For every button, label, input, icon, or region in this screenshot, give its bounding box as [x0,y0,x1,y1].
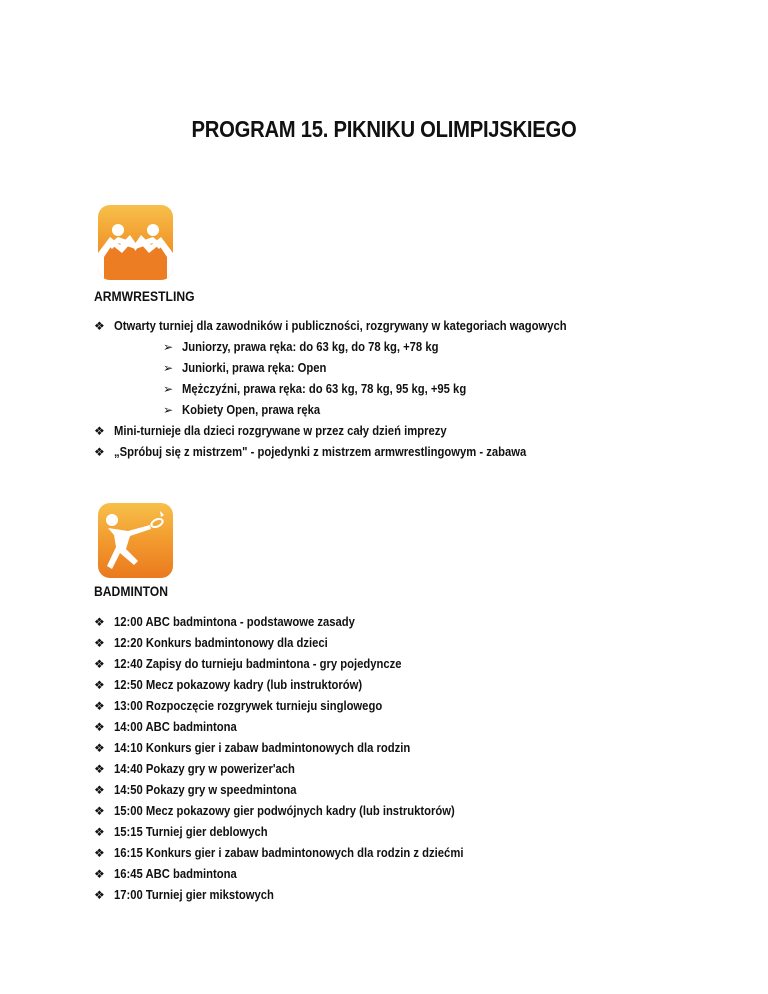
page-title: PROGRAM 15. PIKNIKU OLIMPIJSKIEGO [191,116,577,142]
badminton-icon [98,503,173,578]
list-item: 12:20 Konkurs badmintonowy dla dzieci [114,636,328,650]
list-item: Mini-turnieje dla dzieci rozgrywane w przez cały dzień imprezy [114,424,447,438]
bullet-diamond-icon: ❖ [94,445,105,459]
bullet-diamond-icon: ❖ [94,804,105,818]
list-item: 14:10 Konkurs gier i zabaw badmintonowych dla rodzin [114,741,411,755]
bullet-diamond-icon: ❖ [94,741,105,755]
bullet-diamond-icon: ❖ [94,867,105,881]
bullet-diamond-icon: ❖ [94,319,105,333]
list-item: 15:15 Turniej gier deblowych [114,825,268,839]
bullet-arrow-icon: ➢ [163,403,174,417]
bullet-diamond-icon: ❖ [94,615,105,629]
bullet-diamond-icon: ❖ [94,636,105,650]
bullet-diamond-icon: ❖ [94,424,105,438]
sub-list-item: Juniorki, prawa ręka: Open [182,361,327,375]
list-item: 17:00 Turniej gier mikstowych [114,888,274,902]
bullet-diamond-icon: ❖ [94,720,105,734]
bullet-diamond-icon: ❖ [94,783,105,797]
bullet-diamond-icon: ❖ [94,657,105,671]
sub-list-item: Mężczyźni, prawa ręka: do 63 kg, 78 kg, 95 kg, +95 kg [182,382,467,396]
bullet-diamond-icon: ❖ [94,699,105,713]
bullet-diamond-icon: ❖ [94,846,105,860]
list-item: Otwarty turniej dla zawodników i publiczności, rozgrywany w kategoriach wagowych [114,319,567,333]
bullet-arrow-icon: ➢ [163,361,174,375]
armwrestling-icon [98,205,173,280]
list-item: 16:15 Konkurs gier i zabaw badmintonowych dla rodzin z dziećmi [114,846,464,860]
bullet-arrow-icon: ➢ [163,382,174,396]
section-heading-badminton: BADMINTON [94,584,169,599]
list-item: 15:00 Mecz pokazowy gier podwójnych kadry (lub instruktorów) [114,804,455,818]
list-item: 14:00 ABC badmintona [114,720,237,734]
list-item: 12:40 Zapisy do turnieju badmintona - gry pojedyncze [114,657,402,671]
list-item: 12:50 Mecz pokazowy kadry (lub instruktorów) [114,678,363,692]
list-item: 12:00 ABC badmintona - podstawowe zasady [114,615,355,629]
list-item: „Spróbuj się z mistrzem" - pojedynki z mistrzem armwrestlingowym - zabawa [114,445,527,459]
list-item: 13:00 Rozpoczęcie rozgrywek turnieju singlowego [114,699,383,713]
section-heading-armwrestling: ARMWRESTLING [94,289,195,304]
list-item: 14:40 Pokazy gry w powerizer'ach [114,762,295,776]
bullet-diamond-icon: ❖ [94,678,105,692]
sub-list-item: Kobiety Open, prawa ręka [182,403,321,417]
sub-list-item: Juniorzy, prawa ręka: do 63 kg, do 78 kg, +78 kg [182,340,439,354]
bullet-diamond-icon: ❖ [94,762,105,776]
list-item: 16:45 ABC badmintona [114,867,237,881]
bullet-diamond-icon: ❖ [94,888,105,902]
bullet-arrow-icon: ➢ [163,340,174,354]
list-item: 14:50 Pokazy gry w speedmintona [114,783,297,797]
bullet-diamond-icon: ❖ [94,825,105,839]
